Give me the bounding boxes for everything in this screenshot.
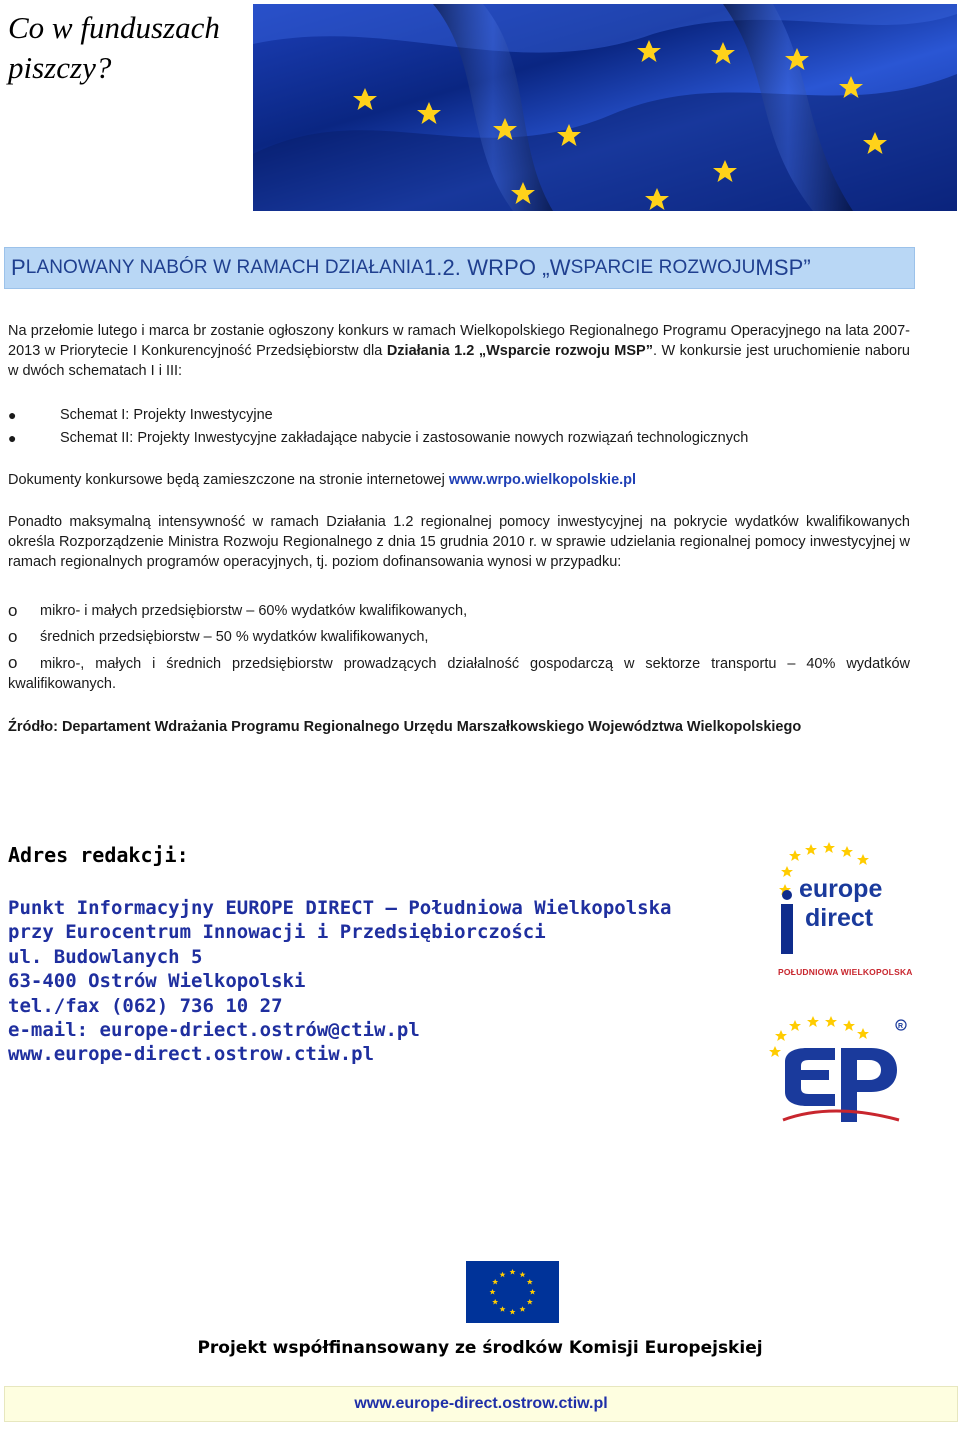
intro-bold: Działania 1.2 „Wsparcie rozwoju MSP”: [386, 343, 653, 359]
masthead-title-line1: Co w funduszach: [8, 10, 220, 45]
address-block: [8, 896, 768, 1067]
bullet-icon: ●: [8, 407, 17, 423]
europe-direct-subtitle: POŁUDNIOWA WIELKOPOLSKA: [778, 967, 913, 977]
masthead-title: [8, 8, 220, 88]
address-line: ul. Budowlanych 5: [8, 945, 203, 968]
cofunding-note: Projekt współfinansowany ze środków Komisji Europejskiej: [197, 1338, 763, 1358]
eu-flag-photo: [253, 4, 957, 211]
banner-cap: P: [11, 255, 26, 280]
europe-direct-logo: [775, 842, 915, 982]
intro-paragraph: [8, 321, 910, 381]
footer-url-link[interactable]: www.europe-direct.ostrow.ctiw.pl: [354, 1395, 608, 1412]
banner-part1: LANOWANY NABÓR W RAMACH DZIAŁANIA: [25, 257, 424, 278]
address-line: Punkt Informacyjny EUROPE DIRECT – Południowa Wielkopolska: [8, 897, 672, 919]
banner-part3: SPARCIE ROZWOJU: [570, 257, 756, 278]
documents-text: Dokumenty konkursowe będą zamieszczone na stronie internetowej: [8, 472, 449, 488]
masthead-title-line2: piszczy?: [8, 50, 112, 85]
ring-bullet-icon: o: [8, 653, 18, 672]
list-item: [8, 653, 910, 694]
website-link[interactable]: www.europe-direct.ostrow.ctiw.pl: [8, 1043, 375, 1066]
address-line: przy Eurocentrum Innowacji i Przedsiębiorczości: [8, 921, 546, 944]
section-banner: [4, 247, 915, 289]
address-line: 63-400 Ostrów Wielkopolski: [8, 970, 306, 993]
list-item: [8, 428, 910, 448]
footer-bar: [4, 1386, 958, 1422]
email-link[interactable]: e-mail: europe-driect.ostrów@ctiw.pl: [8, 1019, 420, 1042]
europe-direct-word2: direct: [805, 904, 874, 932]
intensity-paragraph: Ponadto maksymalną intensywność w ramach Działania 1.2 regionalnej pomocy inwestycyjnej na pokrycie wydatków kwalifikowanych określa Rozporządzenie Ministra Rozwoju Regionalnego z dnia 15 grudnia 2010 r. w sprawie udzielania regionalnej pomocy inwestycyjnej w ramach regionalnych programów operacyjnych, tj. poziom dofinansowania wynosi w przypadku:: [8, 514, 910, 570]
funding-level-label: mikro- i małych przedsiębiorstw – 60% wydatków kwalifikowanych,: [40, 603, 468, 619]
intro-text-after: . W konkursie jest uruchomienie naboru w dwóch schematach I i III:: [8, 343, 910, 379]
scheme-label: Schemat II: Projekty Inwestycyjne zakładające nabycie i zastosowanie nowych rozwiązań technologicznych: [60, 430, 749, 446]
eu-flag-photo-graphic: [253, 4, 957, 211]
ring-bullet-icon: o: [8, 601, 18, 620]
address-heading: Adres redakcji:: [8, 843, 189, 867]
bullet-icon: ●: [8, 430, 17, 446]
europe-direct-word1: europe: [799, 875, 883, 903]
address-line: tel./fax (062) 736 10 27: [8, 994, 283, 1017]
funding-level-label: mikro-, małych i średnich przedsiębiorstw prowadzących działalność gospodarczą w sektorze transportu – 40% wydatków kwalifikowanych.: [8, 656, 910, 692]
intro-text-before: Na przełomie lutego i marca br zostanie ogłoszony konkurs w ramach Wielkopolskiego Regionalnego Programu Operacyjnego na lata 2007-2013 w Priorytecie I Konkurencyjność Przedsiębiorstw dla: [8, 323, 910, 359]
registered-mark: R: [898, 1023, 904, 1030]
list-item: [8, 601, 910, 621]
list-item: [8, 405, 910, 425]
wrpo-link[interactable]: www.wrpo.wielkopolskie.pl: [448, 472, 637, 488]
source-line: Źródło: Departament Wdrażania Programu Regionalnego Urzędu Marszałkowskiego Województwa Wielkopolskiego: [8, 719, 802, 735]
scheme-label: Schemat I: Projekty Inwestycyjne: [60, 407, 273, 423]
documents-paragraph: [8, 470, 910, 490]
banner-part4: MSP”: [755, 255, 811, 280]
eurocentrum-logo: [765, 1012, 915, 1132]
banner-part2: 1.2. WRPO „W: [423, 255, 571, 280]
ring-bullet-icon: o: [8, 627, 18, 646]
eu-flag-icon: [466, 1261, 559, 1323]
list-item: [8, 627, 910, 647]
funding-level-label: średnich przedsiębiorstw – 50 % wydatków kwalifikowanych,: [40, 629, 429, 645]
